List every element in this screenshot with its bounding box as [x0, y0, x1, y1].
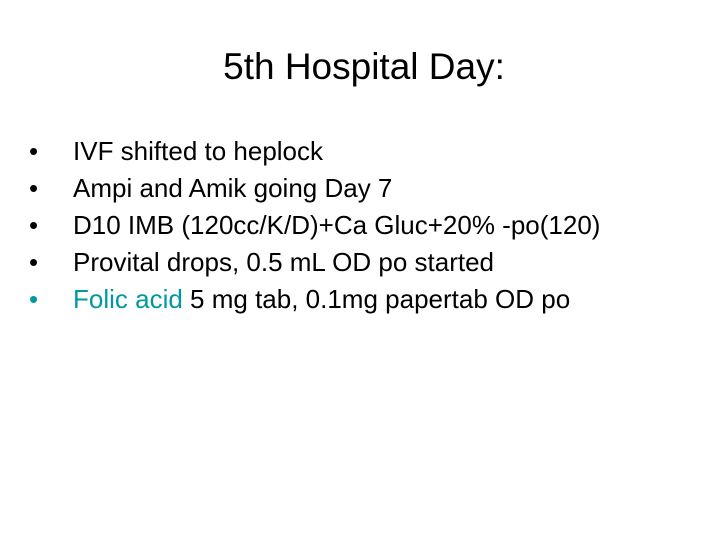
- bullet-marker: •: [29, 284, 39, 314]
- bullet-item-folic-acid: [29, 284, 669, 315]
- bullet-text: IVF shifted to heplock: [73, 136, 324, 166]
- bullet-marker: •: [29, 210, 39, 240]
- slide-title: 5th Hospital Day:: [223, 46, 505, 87]
- bullet-item-provital: [29, 247, 669, 278]
- bullet-text: 5 mg tab, 0.1mg papertab OD po: [182, 284, 571, 314]
- bullet-marker: •: [29, 247, 39, 277]
- bullet-item-antibiotics: [29, 173, 669, 204]
- bullet-text: Provital drops, 0.5 mL OD po started: [73, 247, 495, 277]
- bullet-marker: •: [29, 173, 39, 203]
- bullet-marker: •: [29, 136, 39, 166]
- bullet-item-ivf: [29, 136, 669, 167]
- bullet-text: Ampi and Amik going Day 7: [73, 173, 393, 203]
- bullet-item-feeding: [29, 210, 669, 241]
- bullet-text: D10 IMB (120cc/K/D)+Ca Gluc+20% -po(120): [73, 210, 601, 240]
- bullet-list: [29, 136, 669, 321]
- highlight-text: Folic acid: [73, 284, 183, 314]
